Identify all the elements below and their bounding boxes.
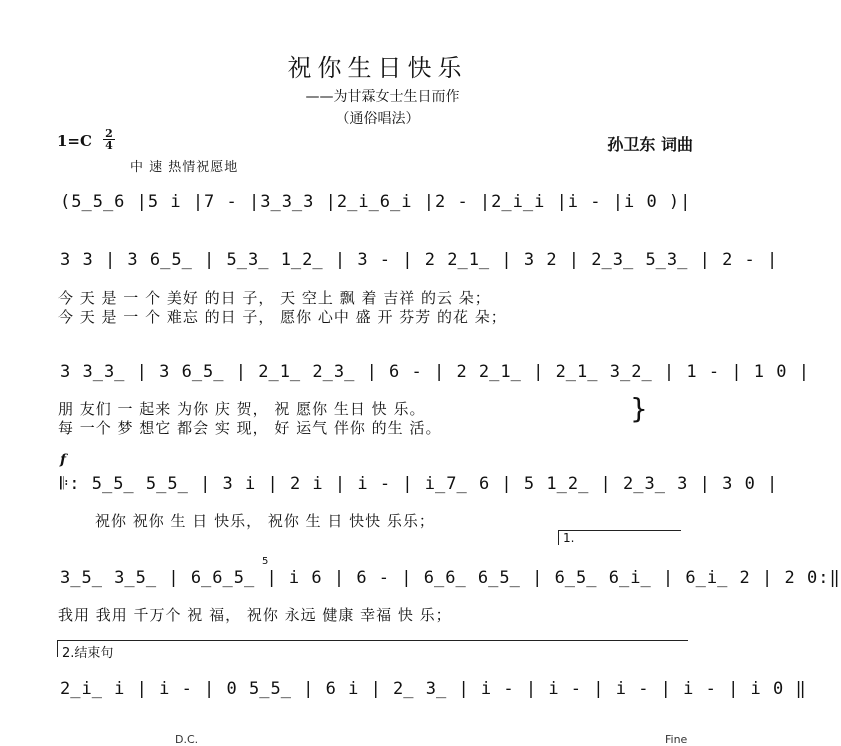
time-signature (103, 128, 115, 151)
volta-2-bracket (57, 640, 688, 657)
song-title: 祝你生日快乐 (287, 54, 468, 82)
score-row-5-lyric: 我用 我用 千万个 祝 福， 祝你 永远 健康 幸福 快 乐； (58, 606, 452, 624)
score-row-3-lyric-1: 朋 友们 一 起来 为你 庆 贺， 祝 愿你 生日 快 乐。 (58, 400, 426, 418)
composer-credit: 孙卫东 词曲 (607, 135, 693, 154)
time-signature-top: 2 (105, 127, 113, 140)
volta-1-bracket (558, 530, 681, 545)
score-row-6-notes: 2̲i̲ i | i - | 0 5̲5̲ | 6 i | 2̲ 3̲ | i - | i - | i - | i - | i 0 ‖ (60, 679, 807, 699)
score-row-3-notes: 3 3̲3̲ | 3 6̲5̲ | 2̲1̲ 2̲3̲ | 6 - | 2 2̲1̲ | 2̲1̲ 3̲2̲ | 1 - | 1 0 | (60, 362, 810, 382)
verse-brace: } (630, 392, 648, 425)
singing-method: （通俗唱法） (335, 111, 420, 127)
volta-1-label: 1. (563, 531, 575, 545)
fine-marking: Fine (665, 733, 688, 746)
score-row-2-notes: 3 3 | 3 6̲5̲ | 5̲3̲ 1̲2̲ | 3 - | 2 2̲1̲ | 3 2 | 2̲3̲ 5̲3̲ | 2 - | (60, 250, 779, 270)
score-row-5-notes: 3̲5̲ 3̲5̲ | 6̲6̲5̲ | i 6 | 6 - | 6̲6̲ 6̲5̲ | 6̲5̲ 6̲i̲ | 6̲i̲ 2 | 2 0:‖ (60, 568, 841, 588)
score-row-2-lyric-2: 今 天 是 一 个 难忘 的日 子， 愿你 心中 盛 开 芬芳 的花 朵； (58, 308, 507, 326)
grace-note: 5 (262, 556, 269, 567)
volta-2-label: 2.结束句 (62, 646, 114, 661)
dynamic-forte: f (60, 452, 67, 468)
da-capo-marking: D.C. (175, 733, 199, 746)
score-row-1-notes: (5̲5̲6 |5 i |7 - |3̲3̲3 |2̲i̲6̲i |2 - |2̲i̲i |i - |i 0 )| (60, 192, 692, 212)
tempo-marking: 中 速 热情祝愿地 (130, 160, 239, 175)
song-subtitle: ——为甘霖女士生日而作 (305, 89, 460, 105)
key-signature: 1=C (57, 132, 92, 150)
score-row-2-lyric-1: 今 天 是 一 个 美好 的日 子， 天 空上 飘 着 吉祥 的云 朵； (58, 289, 491, 307)
score-row-3-lyric-2: 每 一个 梦 想它 都会 实 现， 好 运气 伴你 的生 活。 (58, 419, 442, 437)
score-row-4-notes: 𝄆: 5̲5̲ 5̲5̲ | 3 i | 2 i | i - | i̲7̲ 6 | 5 1̲2̲ | 2̲3̲ 3 | 3 0 | (60, 474, 779, 494)
score-row-4-lyric: 祝你 祝你 生 日 快乐， 祝你 生 日 快快 乐乐； (95, 512, 435, 530)
time-signature-bottom: 4 (103, 139, 115, 151)
